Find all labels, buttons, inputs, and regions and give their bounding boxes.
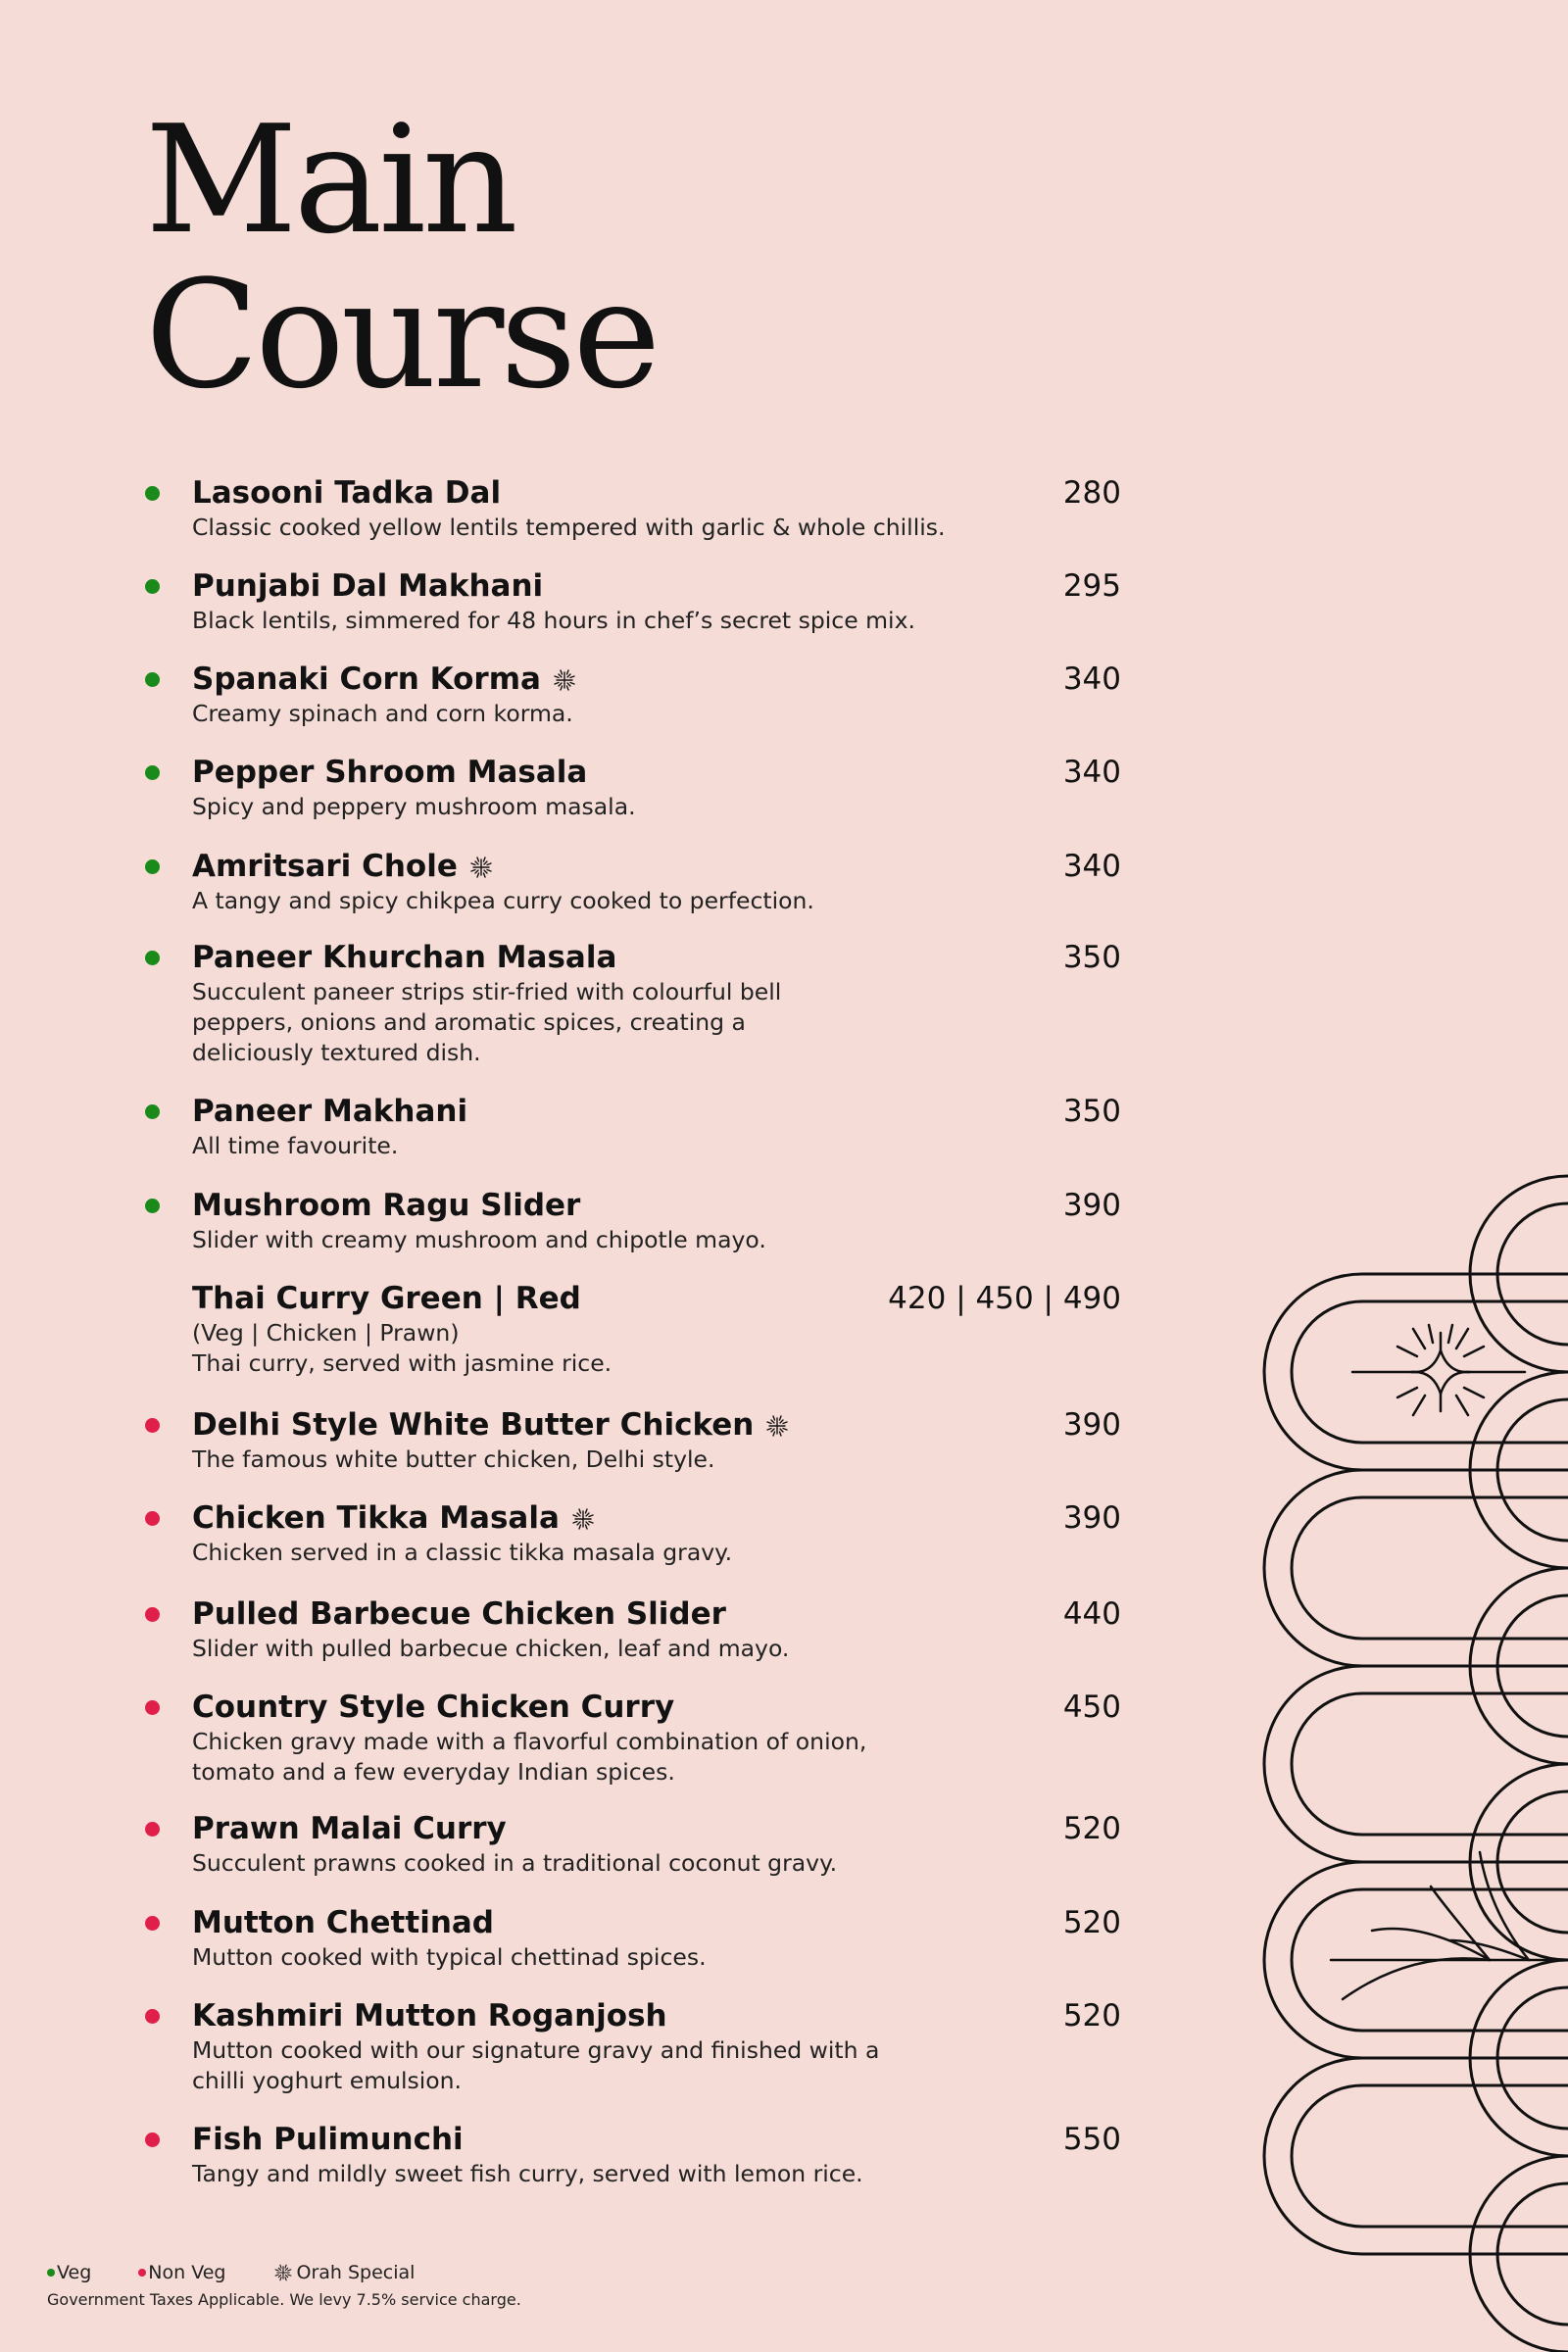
- legend-special: [272, 2262, 415, 2283]
- menu-item: [192, 1810, 1121, 1879]
- nonveg-dot-icon: [145, 1822, 160, 1837]
- menu-item: [192, 1997, 1121, 2096]
- veg-dot-icon: [145, 486, 160, 501]
- veg-dot-icon: [145, 951, 160, 965]
- menu-item-description: [192, 1445, 1121, 1475]
- menu-item-name: [192, 1280, 581, 1317]
- legend: [47, 2262, 462, 2283]
- description-line: Slider with creamy mushroom and chipotle mayo.: [192, 1226, 766, 1253]
- menu-item-name: [192, 661, 578, 698]
- menu-item: [192, 754, 1121, 822]
- menu-item-name: [192, 474, 501, 512]
- menu-item-name-text: Paneer Khurchan Masala: [192, 940, 617, 975]
- menu-item-description: [192, 886, 1121, 916]
- menu-item: [192, 661, 1121, 729]
- description-line: Chicken served in a classic tikka masala gravy.: [192, 1539, 733, 1566]
- menu-item-name-text: Thai Curry Green | Red: [192, 1281, 581, 1316]
- special-sparkle-icon: [467, 853, 495, 880]
- menu-item-name: [192, 1810, 507, 1847]
- menu-item-description: [192, 513, 1121, 543]
- veg-dot-icon: [145, 1199, 160, 1213]
- nonveg-dot-icon: [145, 1700, 160, 1715]
- menu-item-description: [192, 606, 1121, 636]
- menu-item-price: 340: [1062, 662, 1121, 697]
- frond-ornament: [1331, 1852, 1568, 1999]
- description-line: Classic cooked yellow lentils tempered with garlic & whole chillis.: [192, 514, 946, 541]
- legend-veg-label: Veg: [57, 2262, 92, 2283]
- menu-item-description: [192, 1634, 1121, 1664]
- capsule-ornament-group: [1264, 1274, 1568, 2254]
- special-sparkle-icon: [763, 1411, 791, 1439]
- menu-item: [192, 848, 1121, 916]
- menu-item: [192, 1187, 1121, 1255]
- menu-item-price: 520: [1062, 1998, 1121, 2034]
- nonveg-dot-icon: [145, 1418, 160, 1433]
- title-line-1: Main: [145, 93, 514, 267]
- veg-dot-icon: [145, 579, 160, 594]
- description-line: Mutton cooked with typical chettinad spices.: [192, 1943, 707, 1971]
- veg-dot-icon: [145, 765, 160, 780]
- legend-special-label: Orah Special: [296, 2262, 416, 2283]
- menu-item-price: 550: [1062, 2122, 1121, 2157]
- menu-item-name-text: Amritsari Chole: [192, 849, 458, 884]
- special-sparkle-icon: [569, 1504, 597, 1532]
- nonveg-dot-icon: [145, 2132, 160, 2147]
- menu-item-description: [192, 977, 1121, 1068]
- nonveg-dot-icon: [145, 1511, 160, 1526]
- legend-veg: [47, 2262, 91, 2283]
- menu-item-name: [192, 567, 543, 605]
- description-line: Succulent paneer strips stir-fried with colourful bell: [192, 978, 782, 1005]
- menu-item-name: [192, 1187, 580, 1224]
- description-line: All time favourite.: [192, 1132, 399, 1159]
- menu-item: [192, 2121, 1121, 2189]
- menu-item: [192, 939, 1121, 1068]
- menu-item-name-text: Paneer Makhani: [192, 1094, 468, 1129]
- menu-item-price: 440: [1062, 1596, 1121, 1632]
- menu-item-price: 295: [1062, 568, 1121, 604]
- menu-item-price: 280: [1062, 475, 1121, 511]
- menu-item-price: 390: [1062, 1407, 1121, 1443]
- menu-item-price: 390: [1062, 1500, 1121, 1536]
- title-line-2: Course: [145, 248, 658, 421]
- menu-item-description: [192, 1538, 1121, 1568]
- description-line: The famous white butter chicken, Delhi style.: [192, 1446, 715, 1473]
- description-line: peppers, onions and aromatic spices, creating a: [192, 1008, 746, 1036]
- description-line: deliciously textured dish.: [192, 1039, 481, 1066]
- nonveg-dot-icon: [145, 2009, 160, 2024]
- menu-item-name: [192, 2121, 464, 2158]
- description-line: Black lentils, simmered for 48 hours in chef’s secret spice mix.: [192, 607, 915, 634]
- veg-dot-icon: [145, 1104, 160, 1119]
- menu-item-price: 390: [1062, 1188, 1121, 1223]
- description-line: Chicken gravy made with a flavorful combination of onion,: [192, 1728, 867, 1755]
- nonveg-dot-icon: [138, 2269, 146, 2277]
- menu-item-name-text: Kashmiri Mutton Roganjosh: [192, 1998, 667, 2034]
- menu-item-name: [192, 939, 616, 976]
- menu-item-name: [192, 754, 587, 791]
- special-sparkle-icon: [272, 2262, 294, 2283]
- nonveg-dot-icon: [145, 1607, 160, 1622]
- nonveg-dot-icon: [145, 1916, 160, 1931]
- menu-item-price: 450: [1062, 1690, 1121, 1725]
- menu-item-name-text: Punjabi Dal Makhani: [192, 568, 544, 604]
- description-line: Slider with pulled barbecue chicken, leaf and mayo.: [192, 1635, 790, 1662]
- description-line: Creamy spinach and corn korma.: [192, 700, 573, 727]
- special-sparkle-icon: [551, 665, 578, 693]
- menu-item-price: 350: [1062, 1094, 1121, 1129]
- menu-item-description: [192, 1727, 1121, 1788]
- menu-item-name-text: Prawn Malai Curry: [192, 1811, 507, 1846]
- menu-item: [192, 1689, 1121, 1788]
- menu-item-name-text: Lasooni Tadka Dal: [192, 475, 502, 511]
- menu-item-name: [192, 1093, 467, 1130]
- menu-item-name: [192, 1997, 667, 2034]
- menu-item-name-text: Chicken Tikka Masala: [192, 1500, 560, 1536]
- menu-item-description: [192, 1318, 1121, 1379]
- description-line: Succulent prawns cooked in a traditional coconut gravy.: [192, 1849, 838, 1877]
- description-line: tomato and a few everyday Indian spices.: [192, 1758, 675, 1786]
- menu-item: [192, 1280, 1121, 1379]
- menu-item-description: [192, 699, 1121, 729]
- menu-item-price: 340: [1062, 755, 1121, 790]
- description-line: A tangy and spicy chikpea curry cooked to perfection.: [192, 887, 814, 914]
- veg-dot-icon: [145, 859, 160, 874]
- menu-item-name-text: Mushroom Ragu Slider: [192, 1188, 581, 1223]
- menu-item-price: 520: [1062, 1811, 1121, 1846]
- description-line: chilli yoghurt emulsion.: [192, 2067, 463, 2094]
- menu-item: [192, 1904, 1121, 1973]
- menu-item-name: [192, 1499, 597, 1537]
- menu-item-name: [192, 1595, 726, 1633]
- legend-nonveg-label: Non Veg: [148, 2262, 226, 2283]
- menu-item-description: [192, 792, 1121, 822]
- veg-dot-icon: [47, 2269, 55, 2277]
- menu-item: [192, 1093, 1121, 1161]
- menu-item-description: [192, 2159, 1121, 2189]
- menu-item-description: [192, 1848, 1121, 1879]
- menu-item: [192, 1406, 1121, 1475]
- menu-item: [192, 1499, 1121, 1568]
- menu-item-price: 340: [1062, 849, 1121, 884]
- menu-item-description: [192, 2035, 1121, 2096]
- menu-item-name-text: Spanaki Corn Korma: [192, 662, 541, 697]
- menu-item-name-text: Country Style Chicken Curry: [192, 1690, 675, 1725]
- description-line: Spicy and peppery mushroom masala.: [192, 793, 636, 820]
- menu-item-description: [192, 1131, 1121, 1161]
- legend-nonveg: [138, 2262, 225, 2283]
- tax-note: Government Taxes Applicable. We levy 7.5% service charge.: [47, 2290, 521, 2309]
- menu-item-name-text: Delhi Style White Butter Chicken: [192, 1407, 755, 1443]
- description-line: Mutton cooked with our signature gravy and finished with a: [192, 2036, 880, 2064]
- menu-item-name: [192, 1904, 494, 1941]
- menu-item-name: [192, 1406, 791, 1444]
- description-line: Thai curry, served with jasmine rice.: [192, 1349, 612, 1377]
- menu-item-price: 350: [1062, 940, 1121, 975]
- menu-item-name-text: Pepper Shroom Masala: [192, 755, 588, 790]
- menu-item-name-text: Mutton Chettinad: [192, 1905, 495, 1940]
- menu-item-price: 520: [1062, 1905, 1121, 1940]
- decorative-arches-graphic: [1245, 1156, 1568, 2352]
- menu-item-name-text: Pulled Barbecue Chicken Slider: [192, 1596, 726, 1632]
- menu-item: [192, 567, 1121, 636]
- menu-item: [192, 1595, 1121, 1664]
- menu-item-price: 420 | 450 | 490: [888, 1281, 1121, 1316]
- menu-item-name: [192, 1689, 674, 1726]
- menu-item-description: [192, 1942, 1121, 1973]
- menu-item-description: [192, 1225, 1121, 1255]
- veg-dot-icon: [145, 672, 160, 687]
- menu-item-name-text: Fish Pulimunchi: [192, 2122, 464, 2157]
- circle-ornament-group: [1470, 1176, 1568, 2352]
- menu-item-name: [192, 848, 495, 885]
- menu-item: [192, 474, 1121, 543]
- description-line: (Veg | Chicken | Prawn): [192, 1319, 460, 1347]
- description-line: Tangy and mildly sweet fish curry, served with lemon rice.: [192, 2160, 863, 2187]
